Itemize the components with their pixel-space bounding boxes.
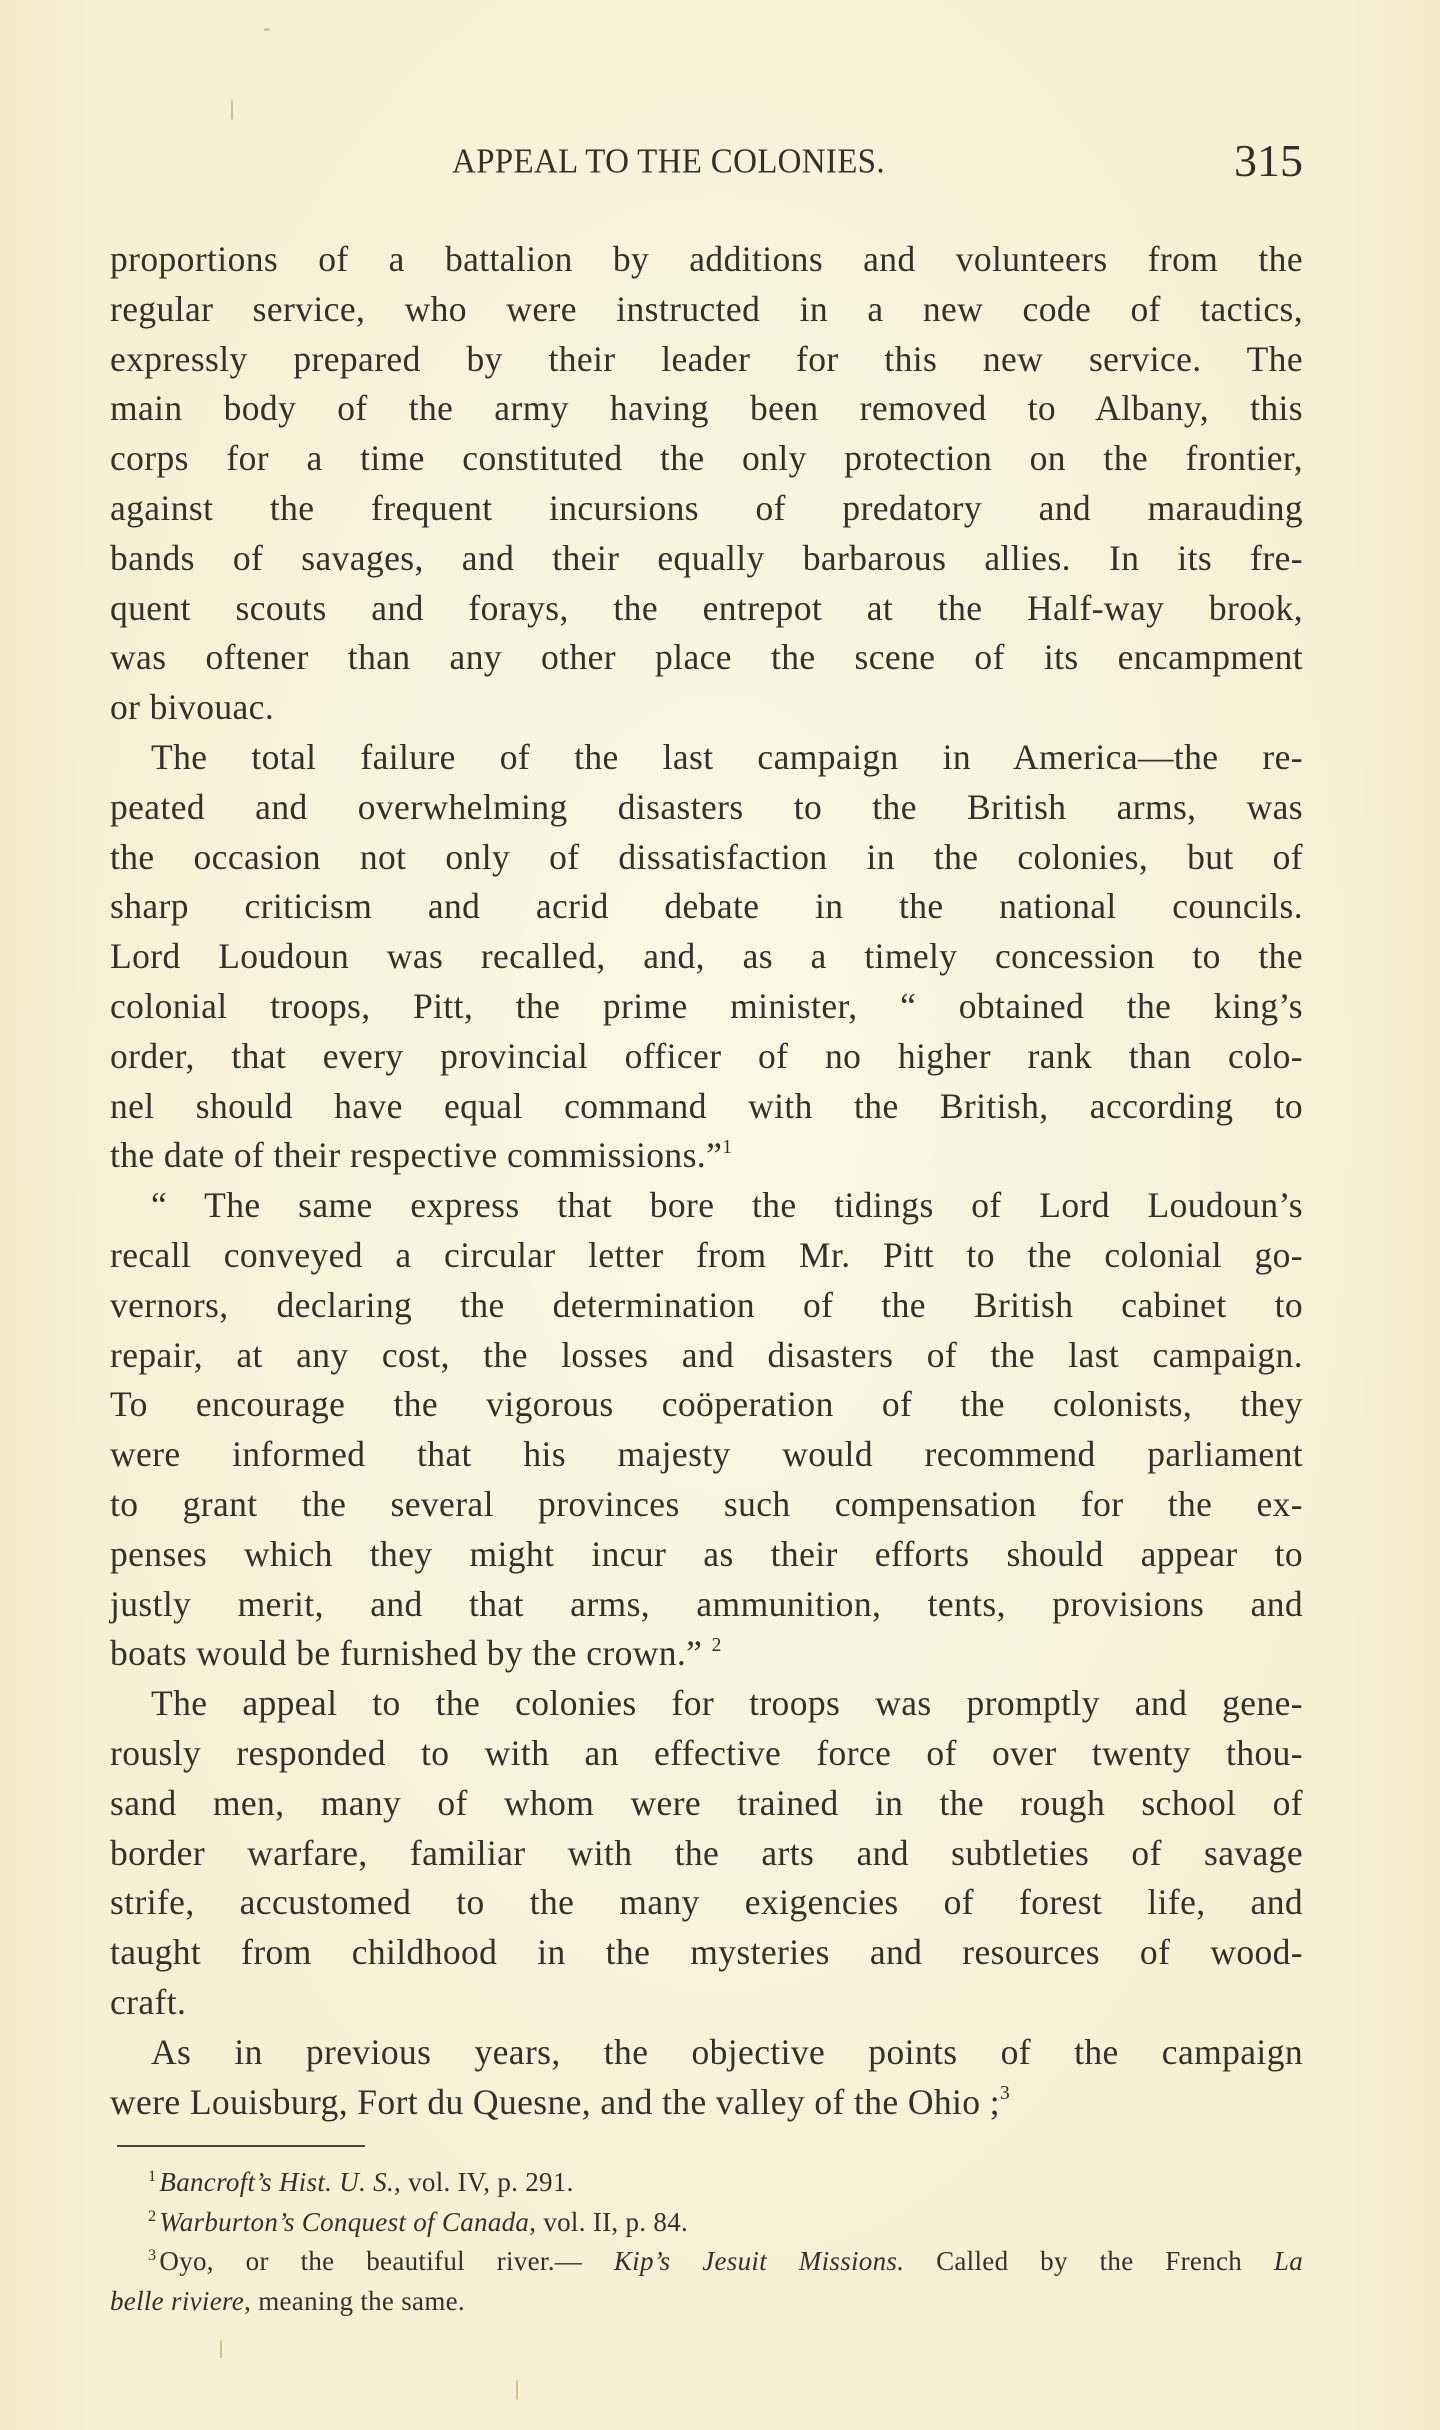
text-line xyxy=(110,1977,1303,2027)
text-line-content: expressly prepared by their leader for this new service. The xyxy=(110,338,1303,379)
text-line-content: strife, accustomed to the many exigencies of forest life, and xyxy=(110,1882,1303,1923)
text-line-content: The total failure of the last campaign in America—the re- xyxy=(151,737,1303,777)
text-line-content: the occasion not only of dissatisfaction in the colonies, but of xyxy=(110,836,1303,877)
text-line xyxy=(110,1927,1303,1977)
text-line-content: justly merit, and that arms, ammunition, tents, provisions and xyxy=(110,1583,1303,1624)
footnote-reference[interactable]: 1 xyxy=(722,1136,733,1158)
text-line xyxy=(110,1031,1303,1081)
text-line-content: repair, at any cost, the losses and disasters of the last campaign. xyxy=(110,1334,1303,1375)
running-head: APPEAL TO THE COLONIES. xyxy=(452,143,885,181)
text-line xyxy=(110,234,1303,284)
paper-speck xyxy=(231,100,233,120)
footnote-marker: 1 xyxy=(148,2167,157,2186)
text-line-content: proportions of a battalion by additions and volunteers from the xyxy=(110,239,1303,279)
text-line xyxy=(110,881,1303,931)
text-line xyxy=(110,682,1303,732)
text-line xyxy=(110,1479,1303,1529)
text-line-content: sharp criticism and acrid debate in the national councils. xyxy=(110,886,1303,927)
footnote-text: , vol. IV, p. 291. xyxy=(394,2167,574,2197)
text-line-content: were informed that his majesty would recommend parliament xyxy=(110,1434,1303,1475)
text-line-content: sand men, many of whom were trained in the rough school of xyxy=(110,1782,1303,1823)
page-number: 315 xyxy=(1234,135,1303,186)
text-line xyxy=(110,1529,1303,1579)
footnote-text: , vol. II, p. 84. xyxy=(529,2206,689,2237)
text-line-content: against the frequent incursions of predatory and marauding xyxy=(110,488,1303,528)
footnote-text: , meaning the same. xyxy=(244,2285,465,2316)
text-line xyxy=(110,1180,1303,1230)
text-line xyxy=(110,284,1303,334)
text-line-content: to grant the several provinces such compensation for the ex- xyxy=(110,1484,1303,1524)
text-line xyxy=(110,433,1303,483)
footnote-line xyxy=(110,2203,1303,2243)
text-line xyxy=(110,1130,1303,1180)
text-line xyxy=(110,632,1303,682)
text-line-content: order, that every provincial officer of no higher rank than colo- xyxy=(110,1035,1303,1076)
footnote-reference[interactable]: 3 xyxy=(999,2082,1011,2104)
text-line-content: Lord Loudoun was recalled, and, as a timely concession to the xyxy=(110,936,1303,977)
text-line-content: taught from childhood in the mysteries and resources of wood- xyxy=(110,1932,1303,1973)
text-line xyxy=(110,931,1303,981)
text-line-content: or bivouac. xyxy=(110,687,275,728)
text-line xyxy=(110,782,1303,832)
text-line xyxy=(110,832,1303,882)
footnote-line xyxy=(110,2242,1303,2282)
text-line xyxy=(110,1330,1303,1380)
text-line-content: As in previous years, the objective points of the campaign xyxy=(151,2031,1303,2072)
text-line xyxy=(110,583,1303,633)
text-line xyxy=(110,1678,1303,1728)
text-line-content: boats would be furnished by the crown.” xyxy=(110,1633,712,1674)
text-line-content: main body of the army having been removed to Albany, this xyxy=(110,388,1303,429)
text-line xyxy=(110,2027,1303,2077)
text-line xyxy=(110,1280,1303,1330)
text-line-content: nel should have equal command with the British, according to xyxy=(110,1085,1303,1126)
text-line-content: the date of their respective commissions.” xyxy=(110,1135,723,1176)
footnote-reference[interactable]: 2 xyxy=(711,1634,722,1656)
text-line-content: rously responded to with an effective force of over twenty thou- xyxy=(110,1733,1303,1773)
paper-speck xyxy=(516,2380,518,2400)
text-line xyxy=(110,1081,1303,1131)
text-line xyxy=(110,2077,1303,2127)
text-line-content: The appeal to the colonies for troops was promptly and gene- xyxy=(151,1683,1303,1724)
text-line-content: recall conveyed a circular letter from Mr. Pitt to the colonial go- xyxy=(110,1235,1303,1275)
text-line-content: was oftener than any other place the scene of its encampment xyxy=(110,637,1303,678)
text-line-content: regular service, who were instructed in a new code of tactics, xyxy=(110,288,1303,329)
text-line-content: penses which they might incur as their efforts should appear to xyxy=(110,1533,1303,1574)
text-line-content: “ The same express that bore the tidings of Lord Loudoun’s xyxy=(151,1185,1303,1226)
text-line xyxy=(110,981,1303,1031)
text-line-content: quent scouts and forays, the entrepot at the Half-way brook, xyxy=(110,587,1303,628)
text-line-content: border warfare, familiar with the arts and subtleties of savage xyxy=(110,1832,1303,1873)
text-line xyxy=(110,383,1303,433)
footnote-text: Oyo, or the beautiful river.— xyxy=(159,2246,614,2276)
citation-title: Warburton’s Conquest of Canada xyxy=(159,2206,530,2237)
text-line xyxy=(110,1877,1303,1927)
text-line xyxy=(110,533,1303,583)
footnote-text: Called by the French xyxy=(904,2246,1274,2276)
text-line-content: craft. xyxy=(110,1982,187,2022)
footnote-marker: 2 xyxy=(148,2206,157,2225)
text-line-content: To encourage the vigorous coöperation of the colonists, they xyxy=(110,1384,1303,1425)
text-line-content: colonial troops, Pitt, the prime minister, “ obtained the king’s xyxy=(110,986,1303,1026)
paper-speck xyxy=(220,2340,222,2358)
text-line-content: peated and overwhelming disasters to the British arms, was xyxy=(110,786,1303,827)
paper-speck xyxy=(264,28,270,31)
footnote-line xyxy=(110,2282,1303,2322)
text-line xyxy=(110,334,1303,384)
footnote-marker: 3 xyxy=(148,2246,157,2265)
citation-title: Kip’s Jesuit Missions. xyxy=(613,2246,905,2276)
text-line xyxy=(110,1379,1303,1429)
text-line xyxy=(110,1230,1303,1280)
footnote-line xyxy=(110,2163,1303,2203)
text-line-content: were Louisburg, Fort du Quesne, and the valley of the Ohio ; xyxy=(110,2081,1000,2122)
citation-title: La xyxy=(1273,2246,1303,2276)
text-line xyxy=(110,483,1303,533)
text-line xyxy=(110,1828,1303,1878)
text-line xyxy=(110,1728,1303,1778)
text-line xyxy=(110,1628,1303,1678)
text-line xyxy=(110,1429,1303,1479)
citation-title: Bancroft’s Hist. U. S. xyxy=(159,2167,395,2197)
text-line-content: vernors, declaring the determination of the British cabinet to xyxy=(110,1284,1303,1325)
text-line-content: corps for a time constituted the only protection on the frontier, xyxy=(110,438,1303,479)
text-line xyxy=(110,1579,1303,1629)
text-line xyxy=(110,732,1303,782)
text-line-content: bands of savages, and their equally barbarous allies. In its fre- xyxy=(110,537,1303,578)
text-line xyxy=(110,1778,1303,1828)
footnote-rule xyxy=(117,2145,365,2147)
citation-title: belle riviere xyxy=(110,2285,245,2316)
